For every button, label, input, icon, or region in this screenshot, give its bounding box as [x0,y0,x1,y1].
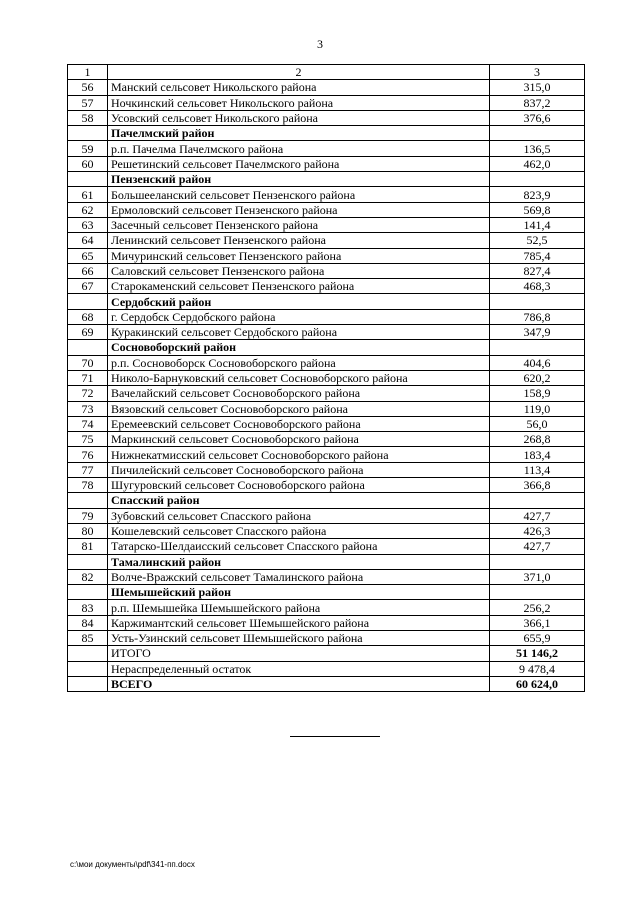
row-name-cell: ВСЕГО [108,676,490,691]
row-value-cell [490,585,585,600]
row-value-cell [490,493,585,508]
row-name-cell: Сосновоборский район [108,340,490,355]
row-value-cell: 786,8 [490,309,585,324]
row-name-cell: Николо-Барнуковский сельсовет Сосновоборского района [108,370,490,385]
table-row [68,630,585,645]
row-number-cell [68,294,108,309]
row-number-cell [68,172,108,187]
row-number-cell [68,676,108,691]
row-value-cell: 56,0 [490,416,585,431]
row-value-cell [490,172,585,187]
table-row [68,447,585,462]
row-name-cell: Спасский район [108,493,490,508]
row-number-cell: 65 [68,248,108,263]
row-name-cell: Еремеевский сельсовет Сосновоборского района [108,416,490,431]
header-cell-name: 2 [108,65,490,80]
row-value-cell: 823,9 [490,187,585,202]
header-cell-value: 3 [490,65,585,80]
table-row [68,279,585,294]
district-header-row [68,294,585,309]
table-row [68,523,585,538]
row-number-cell: 58 [68,110,108,125]
row-value-cell: 468,3 [490,279,585,294]
row-number-cell: 81 [68,539,108,554]
row-number-cell: 63 [68,217,108,232]
page-number: 3 [317,37,323,51]
district-header-row [68,554,585,569]
row-value-cell: 827,4 [490,263,585,278]
row-name-cell: Манский сельсовет Никольского района [108,80,490,95]
row-value-cell: 256,2 [490,600,585,615]
row-name-cell: Саловский сельсовет Пензенского района [108,263,490,278]
table-row [68,600,585,615]
table-row [68,386,585,401]
table-row [68,416,585,431]
header-cell-num: 1 [68,65,108,80]
row-name-cell: Пичилейский сельсовет Сосновоборского района [108,462,490,477]
table-row [68,309,585,324]
row-value-cell: 427,7 [490,508,585,523]
table-row [68,539,585,554]
row-number-cell: 77 [68,462,108,477]
row-value-cell: 141,4 [490,217,585,232]
row-value-cell [490,340,585,355]
row-name-cell: Татарско-Шелдаисский сельсовет Спасского района [108,539,490,554]
row-name-cell: Зубовский сельсовет Спасского района [108,508,490,523]
district-header-row [68,126,585,141]
row-name-cell: р.п. Сосновоборск Сосновоборского района [108,355,490,370]
row-name-cell: Сердобский район [108,294,490,309]
row-number-cell [68,126,108,141]
table-body [68,65,585,692]
row-number-cell [68,493,108,508]
row-value-cell: 376,6 [490,110,585,125]
row-value-cell: 9 478,4 [490,661,585,676]
row-name-cell: Пензенский район [108,172,490,187]
row-number-cell: 64 [68,233,108,248]
table-row [68,508,585,523]
row-name-cell: Каржимантский сельсовет Шемышейского района [108,615,490,630]
row-value-cell: 113,4 [490,462,585,477]
row-value-cell: 315,0 [490,80,585,95]
row-number-cell [68,585,108,600]
row-name-cell: Пачелмский район [108,126,490,141]
row-name-cell: Засечный сельсовет Пензенского района [108,217,490,232]
row-name-cell: Мичуринский сельсовет Пензенского района [108,248,490,263]
row-value-cell: 119,0 [490,401,585,416]
total-row [68,676,585,691]
row-number-cell: 76 [68,447,108,462]
row-number-cell: 85 [68,630,108,645]
row-value-cell [490,294,585,309]
table-row [68,569,585,584]
row-value-cell: 785,4 [490,248,585,263]
row-value-cell: 837,2 [490,95,585,110]
row-value-cell: 620,2 [490,370,585,385]
row-number-cell: 70 [68,355,108,370]
table-row [68,156,585,171]
table-row [68,355,585,370]
total-row [68,646,585,661]
row-name-cell: Большееланский сельсовет Пензенского района [108,187,490,202]
table-row [68,80,585,95]
row-value-cell: 52,5 [490,233,585,248]
row-number-cell: 84 [68,615,108,630]
row-name-cell: Шугуровский сельсовет Сосновоборского района [108,478,490,493]
row-value-cell: 366,8 [490,478,585,493]
row-value-cell: 366,1 [490,615,585,630]
table-row [68,233,585,248]
row-value-cell: 51 146,2 [490,646,585,661]
district-header-row [68,172,585,187]
row-value-cell: 158,9 [490,386,585,401]
table-row [68,478,585,493]
row-name-cell: Старокаменский сельсовет Пензенского района [108,279,490,294]
row-number-cell: 62 [68,202,108,217]
row-name-cell: р.п. Шемышейка Шемышейского района [108,600,490,615]
row-name-cell: Усовский сельсовет Никольского района [108,110,490,125]
row-number-cell: 79 [68,508,108,523]
row-value-cell: 427,7 [490,539,585,554]
row-number-cell: 57 [68,95,108,110]
table-row [68,462,585,477]
row-value-cell: 569,8 [490,202,585,217]
row-value-cell: 371,0 [490,569,585,584]
row-value-cell: 404,6 [490,355,585,370]
row-name-cell: Вязовский сельсовет Сосновоборского района [108,401,490,416]
table-row [68,615,585,630]
table-row [68,202,585,217]
row-number-cell: 74 [68,416,108,431]
row-value-cell [490,554,585,569]
district-header-row [68,585,585,600]
footer-file-path: c:\мои документы\pdf\341-пп.docx [70,860,195,869]
table-row [68,248,585,263]
row-name-cell: Шемышейский район [108,585,490,600]
row-name-cell: Вачелайский сельсовет Сосновоборского района [108,386,490,401]
row-value-cell: 462,0 [490,156,585,171]
table-row [68,370,585,385]
signature-divider [290,736,380,737]
row-number-cell: 56 [68,80,108,95]
row-value-cell: 268,8 [490,432,585,447]
table-row [68,187,585,202]
row-number-cell: 59 [68,141,108,156]
allocation-table [67,64,585,692]
row-number-cell: 66 [68,263,108,278]
row-number-cell: 61 [68,187,108,202]
row-number-cell: 83 [68,600,108,615]
total-row [68,661,585,676]
table-row [68,141,585,156]
row-name-cell: Ермоловский сельсовет Пензенского района [108,202,490,217]
row-number-cell [68,661,108,676]
row-value-cell: 136,5 [490,141,585,156]
row-number-cell: 67 [68,279,108,294]
table-header-row [68,65,585,80]
row-name-cell: Куракинский сельсовет Сердобского района [108,325,490,340]
row-number-cell: 82 [68,569,108,584]
row-number-cell: 68 [68,309,108,324]
row-name-cell: г. Сердобск Сердобского района [108,309,490,324]
row-value-cell: 183,4 [490,447,585,462]
row-number-cell [68,340,108,355]
row-name-cell: Нераспределенный остаток [108,661,490,676]
row-number-cell: 71 [68,370,108,385]
row-value-cell: 655,9 [490,630,585,645]
row-value-cell: 347,9 [490,325,585,340]
row-name-cell: ИТОГО [108,646,490,661]
row-number-cell [68,554,108,569]
row-name-cell: Решетинский сельсовет Пачелмского района [108,156,490,171]
row-number-cell [68,646,108,661]
row-value-cell: 60 624,0 [490,676,585,691]
district-header-row [68,493,585,508]
row-number-cell: 78 [68,478,108,493]
row-value-cell [490,126,585,141]
row-name-cell: р.п. Пачелма Пачелмского района [108,141,490,156]
row-name-cell: Тамалинский район [108,554,490,569]
row-name-cell: Ленинский сельсовет Пензенского района [108,233,490,248]
row-value-cell: 426,3 [490,523,585,538]
row-number-cell: 72 [68,386,108,401]
table-row [68,432,585,447]
table-row [68,95,585,110]
row-number-cell: 80 [68,523,108,538]
row-name-cell: Кошелевский сельсовет Спасского района [108,523,490,538]
row-number-cell: 75 [68,432,108,447]
table-row [68,217,585,232]
table-row [68,401,585,416]
row-name-cell: Усть-Узинский сельсовет Шемышейского района [108,630,490,645]
row-name-cell: Маркинский сельсовет Сосновоборского района [108,432,490,447]
row-name-cell: Ночкинский сельсовет Никольского района [108,95,490,110]
row-number-cell: 69 [68,325,108,340]
district-header-row [68,340,585,355]
row-number-cell: 73 [68,401,108,416]
table-row [68,325,585,340]
row-name-cell: Нижнекатмисский сельсовет Сосновоборского района [108,447,490,462]
table-row [68,263,585,278]
row-name-cell: Волче-Вражский сельсовет Тамалинского района [108,569,490,584]
row-number-cell: 60 [68,156,108,171]
table-row [68,110,585,125]
